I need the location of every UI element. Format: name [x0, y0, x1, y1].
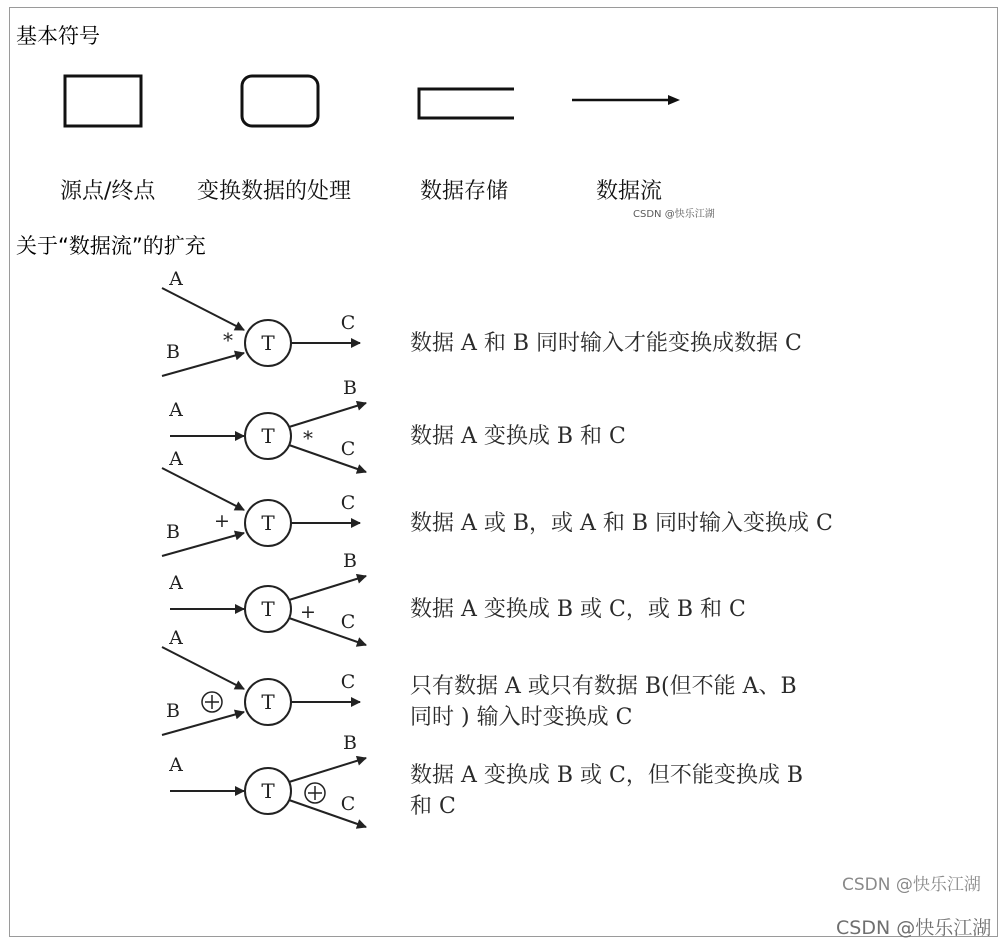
image-watermark: CSDN @快乐江湖	[842, 875, 981, 895]
symbol-label-data-flow: 数据流	[596, 179, 663, 204]
ext-3-description	[410, 508, 833, 539]
ext-6-node-label: T	[261, 779, 275, 803]
rounded-rectangle-icon	[242, 76, 318, 126]
ext-4-operator: +	[300, 601, 316, 623]
ext-6-output-b-arrow	[289, 758, 366, 782]
arrow-icon-head	[668, 95, 680, 105]
ext-4-output-b-arrow	[289, 576, 366, 600]
ext-5-operator-cross	[205, 695, 219, 709]
symbol-label-source-sink: 源点/终点	[60, 179, 156, 204]
ext-3-description-line: 数据 A 或 B，或 A 和 B 同时输入变换成 C	[410, 511, 833, 536]
ext-4-input-a-label: A	[169, 572, 183, 594]
ext-6-operator-cross	[308, 786, 322, 800]
ext-4-node-label: T	[261, 597, 275, 621]
ext-4-description	[410, 594, 746, 625]
ext-3-node-label: T	[261, 511, 275, 535]
ext-3-input-a-label: A	[169, 448, 183, 470]
inline-watermark: CSDN @快乐江湖	[633, 209, 715, 220]
rectangle-icon	[65, 76, 141, 126]
basic-symbols-heading: 基本符号	[16, 24, 100, 48]
ext-4-output-b-label: B	[343, 550, 357, 572]
extension-diagrams	[0, 260, 420, 840]
ext-2-output-c-label: C	[340, 438, 356, 460]
ext-1-output-c-label: C	[340, 312, 356, 334]
ext-4-output-c-label: C	[340, 611, 356, 633]
ext-6-output-c-label: C	[340, 793, 356, 815]
ext-5-description	[410, 671, 797, 733]
ext-2-description-line: 数据 A 变换成 B 和 C	[410, 424, 626, 449]
ext-2-output-b-arrow	[289, 403, 366, 427]
symbol-label-data-store: 数据存储	[420, 179, 509, 204]
ext-1-description	[410, 328, 802, 359]
ext-6-description-line: 数据 A 变换成 B 或 C，但不能变换成 B	[410, 763, 804, 788]
ext-5-node-label: T	[261, 690, 275, 714]
open-rectangle-icon	[419, 89, 514, 118]
ext-5-output-c-label: C	[340, 671, 356, 693]
ext-3-input-b-label: B	[166, 521, 180, 543]
ext-5-input-a-label: A	[169, 627, 183, 649]
ext-5-input-a-arrow	[162, 647, 244, 689]
ext-5-description-line: 同时 ) 输入时变换成 C	[410, 705, 633, 730]
ext-2-operator: *	[303, 426, 313, 450]
ext-3-operator: +	[214, 510, 230, 532]
ext-2-description	[410, 421, 626, 452]
ext-6-input-a-label: A	[169, 754, 183, 776]
ext-1-operator: *	[223, 328, 233, 352]
ext-6-output-b-label: B	[343, 732, 357, 754]
ext-1-input-b-label: B	[166, 341, 180, 363]
ext-5-description-line: 只有数据 A 或只有数据 B(但不能 A、B	[410, 674, 797, 699]
ext-2-input-a-label: A	[169, 399, 183, 421]
ext-3-input-a-arrow	[162, 468, 244, 510]
ext-2-node-label: T	[261, 424, 275, 448]
page-watermark: CSDN @快乐江湖	[836, 917, 992, 939]
ext-1-input-a-label: A	[169, 268, 183, 290]
symbol-label-process: 变换数据的处理	[197, 179, 352, 204]
ext-5-input-b-label: B	[166, 700, 180, 722]
extension-heading: 关于“数据流”的扩充	[16, 234, 206, 258]
ext-3-output-c-label: C	[340, 492, 356, 514]
ext-1-input-a-arrow	[162, 288, 244, 330]
ext-2-output-b-label: B	[343, 377, 357, 399]
ext-1-node-label: T	[261, 331, 275, 355]
ext-6-description	[410, 760, 803, 822]
ext-1-description-line: 数据 A 和 B 同时输入才能变换成数据 C	[410, 331, 802, 356]
ext-4-description-line: 数据 A 变换成 B 或 C，或 B 和 C	[410, 597, 746, 622]
ext-6-description-line: 和 C	[410, 794, 456, 819]
